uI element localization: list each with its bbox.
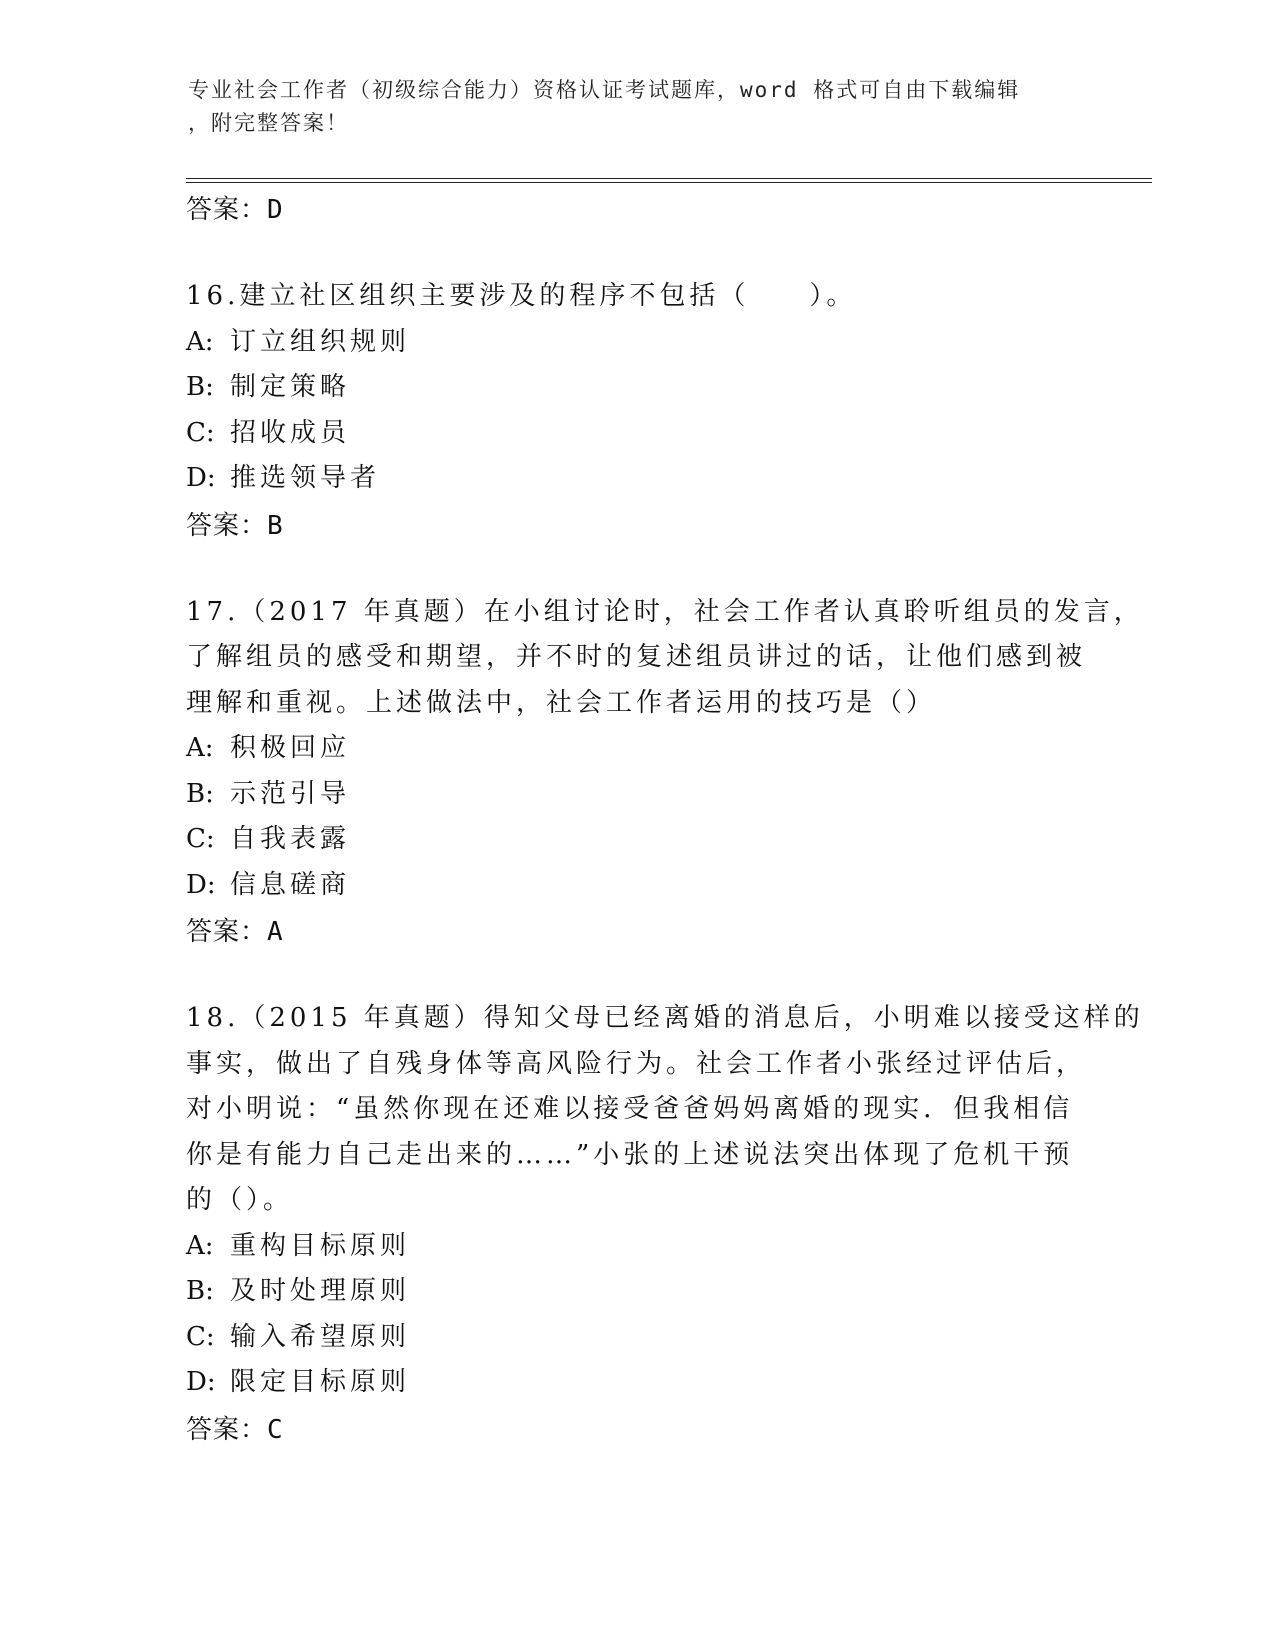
answer-line [186, 1406, 1086, 1454]
answer-line [186, 186, 1086, 234]
option-d [186, 1360, 1086, 1406]
question-stem-line: 理解和重视。上述做法中，社会工作者运用的技巧是（） [186, 687, 937, 718]
question-16 [186, 274, 1086, 550]
option-text: 积极回应 [230, 733, 351, 763]
option-key: D: [186, 463, 216, 493]
question-stem-line: 你是有能力自己走出来的……”小张的上述说法突出体现了危机干预 [186, 1139, 1074, 1170]
option-text: 制定策略 [230, 372, 351, 402]
question-stem-line: 的（）。 [186, 1185, 294, 1215]
option-key: C: [186, 417, 215, 448]
answer-label: 答案： [186, 195, 268, 225]
header-line-1: 专业社会工作者（初级综合能力）资格认证考试题库，word 格式可自由下载编辑 [188, 78, 1021, 102]
option-key: A: [186, 1230, 214, 1261]
answer-label: 答案： [186, 917, 268, 947]
option-key: B: [186, 778, 214, 809]
option-key: A: [186, 733, 214, 763]
option-text: 限定目标原则 [230, 1367, 411, 1397]
option-text: 示范引导 [230, 778, 351, 809]
header-rule-bottom [186, 182, 1152, 183]
option-d [186, 863, 1086, 909]
answer-value: B [267, 510, 283, 541]
option-a [186, 320, 1086, 366]
question-17 [186, 590, 1144, 957]
option-c [186, 817, 1086, 863]
answer-line [186, 908, 1086, 956]
answer-value: A [267, 917, 283, 947]
question-stem [186, 590, 1144, 727]
answer-line [186, 502, 1086, 550]
question-stem-line: 17.（2017 年真题）在小组讨论时，社会工作者认真聆听组员的发言， [186, 596, 1144, 627]
option-b [186, 365, 1086, 411]
option-c [186, 411, 1086, 457]
option-b [186, 1269, 1086, 1315]
question-stem [186, 996, 1144, 1224]
option-text: 重构目标原则 [230, 1230, 411, 1261]
option-key: C: [186, 824, 215, 854]
question-list [186, 186, 1144, 1454]
answer-label: 答案： [186, 510, 268, 541]
question-18 [186, 996, 1144, 1454]
option-text: 信息磋商 [230, 869, 351, 900]
option-a [186, 1224, 1086, 1270]
option-text: 招收成员 [230, 417, 351, 448]
option-key: D: [186, 1367, 216, 1397]
question-stem-line: 事实，做出了自残身体等高风险行为。社会工作者小张经过评估后， [186, 1048, 1087, 1079]
question-stem-line: 了解组员的感受和期望，并不时的复述组员讲过的话，让他们感到被 [186, 642, 1087, 672]
page-header [188, 74, 1068, 140]
option-text: 订立组织规则 [230, 326, 411, 357]
question-stem-line: 对小明说：“虽然你现在还难以接受爸爸妈妈离婚的现实．但我相信 [186, 1094, 1074, 1124]
option-key: B: [186, 372, 214, 402]
question-stem-line: 16.建立社区组织主要涉及的程序不包括（ ）。 [186, 281, 857, 311]
option-text: 自我表露 [230, 824, 351, 854]
header-line-2: ，附完整答案！ [188, 111, 349, 135]
question-stem [186, 274, 1086, 320]
answer-value: D [267, 195, 283, 225]
option-text: 推选领导者 [230, 463, 381, 493]
option-c [186, 1315, 1086, 1361]
option-text: 及时处理原则 [230, 1276, 411, 1306]
option-key: B: [186, 1276, 214, 1306]
answer-label: 答案： [186, 1414, 268, 1445]
option-text: 输入希望原则 [230, 1321, 411, 1352]
header-rule-top [186, 178, 1152, 179]
question-stem-line: 18.（2015 年真题）得知父母已经离婚的消息后，小明难以接受这样的 [186, 1003, 1144, 1033]
option-key: C: [186, 1321, 215, 1352]
option-key: A: [186, 326, 214, 357]
option-d [186, 456, 1086, 502]
answer-value: C [267, 1414, 283, 1445]
option-a [186, 726, 1086, 772]
option-key: D: [186, 869, 216, 900]
option-b [186, 772, 1086, 818]
